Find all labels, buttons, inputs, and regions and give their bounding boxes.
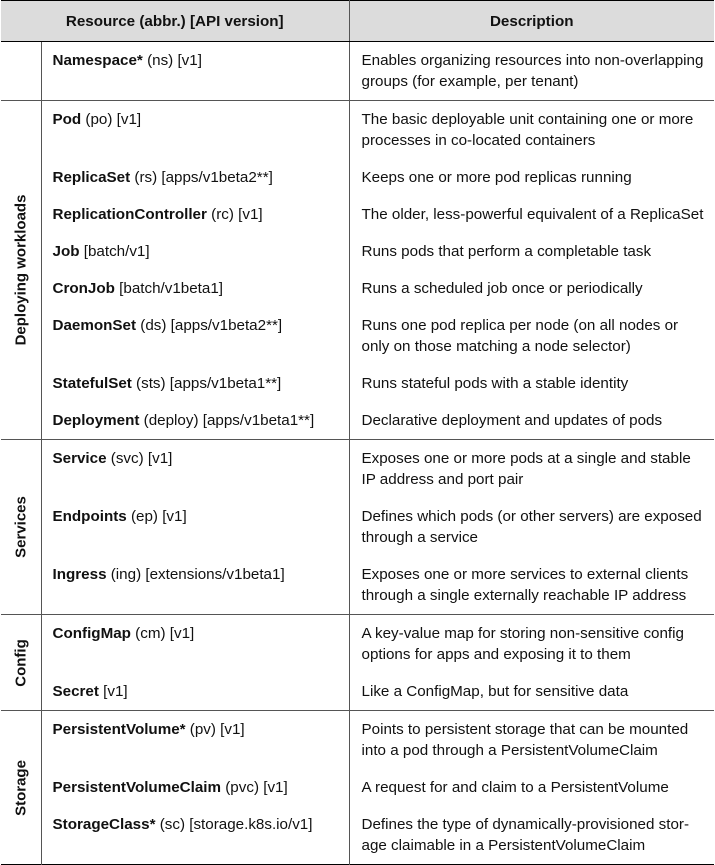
resource-name: Ingress xyxy=(52,566,107,583)
resource-cell xyxy=(41,365,349,402)
resource-table-container xyxy=(1,0,714,865)
resource-cell xyxy=(41,673,349,711)
resource-cell xyxy=(41,556,349,615)
resource-cell xyxy=(41,711,349,770)
table-row xyxy=(1,498,714,556)
resource-abbr-version: (rc) [v1] xyxy=(206,206,263,223)
resource-abbr-version: (sts) [apps/v1beta1**] xyxy=(131,375,282,392)
resource-abbr-version: (rs) [apps/v1beta2**] xyxy=(130,169,273,186)
resource-name: CronJob xyxy=(52,280,115,297)
table-row xyxy=(1,673,714,711)
description-cell: Enables organizing resources into non-overlapping groups (for example, per tenant) xyxy=(361,52,704,90)
resource-column-header: Resource (abbr.) [API version] xyxy=(1,1,349,42)
resource-name: Job xyxy=(52,243,80,260)
table-row xyxy=(1,307,714,365)
resource-table xyxy=(1,0,714,865)
resource-cell xyxy=(41,498,349,556)
resource-name: Namespace* xyxy=(52,52,143,69)
category-cell xyxy=(1,615,41,711)
resource-cell xyxy=(41,233,349,270)
table-row xyxy=(1,233,714,270)
category-group xyxy=(1,42,714,101)
description-cell: Runs pods that perform a completable task xyxy=(361,243,652,260)
resource-cell xyxy=(41,769,349,806)
resource-name: Deployment xyxy=(52,412,140,429)
category-group xyxy=(1,711,714,865)
table-row xyxy=(1,159,714,196)
description-cell: Like a ConfigMap, but for sensitive data xyxy=(361,683,629,700)
table-row xyxy=(1,711,714,770)
resource-name: Service xyxy=(52,450,107,467)
description-cell: The basic deployable unit containing one or more processes in co-located containers xyxy=(361,111,694,149)
description-cell: Declarative deployment and updates of pods xyxy=(361,412,663,429)
resource-abbr-version: (ing) [extensions/v1beta1] xyxy=(106,566,285,583)
header-row xyxy=(1,1,714,42)
resource-abbr-version: [v1] xyxy=(98,683,128,700)
category-cell xyxy=(1,42,41,101)
description-cell: Runs stateful pods with a stable identity xyxy=(361,375,629,392)
category-cell xyxy=(1,101,41,440)
table-row xyxy=(1,270,714,307)
resource-abbr-version: [batch/v1beta1] xyxy=(114,280,224,297)
resource-abbr-version: (sc) [storage.k8s.io/v1] xyxy=(155,816,313,833)
description-cell: Defines which pods (or other servers) are exposed through a service xyxy=(361,508,702,546)
resource-abbr-version: (ds) [apps/v1beta2**] xyxy=(136,317,283,334)
description-cell: Exposes one or more services to external clients through a single externally reachable IP address xyxy=(361,566,689,604)
table-row xyxy=(1,42,714,101)
description-cell: A request for and claim to a PersistentVolume xyxy=(361,779,669,796)
resource-cell xyxy=(41,101,349,160)
table-row xyxy=(1,196,714,233)
category-label: Services xyxy=(12,496,30,558)
description-cell: Defines the type of dynamically-provisioned stor-age claimable in a PersistentVolumeClaim xyxy=(361,816,690,854)
resource-abbr-version: (pv) [v1] xyxy=(185,721,245,738)
description-cell: The older, less-powerful equivalent of a ReplicaSet xyxy=(361,206,704,223)
description-cell: A key-value map for storing non-sensitive config options for apps and exposing it to them xyxy=(361,625,684,663)
description-cell: Points to persistent storage that can be mounted into a pod through a PersistentVolumeClaim xyxy=(361,721,689,759)
category-label: Config xyxy=(12,638,30,687)
category-group xyxy=(1,101,714,440)
resource-abbr-version: (pvc) [v1] xyxy=(221,779,288,796)
table-row xyxy=(1,615,714,674)
resource-cell xyxy=(41,402,349,440)
category-label: Storage xyxy=(12,759,30,816)
table-row xyxy=(1,769,714,806)
resource-cell xyxy=(41,42,349,101)
resource-abbr-version: (ep) [v1] xyxy=(126,508,187,525)
table-row xyxy=(1,365,714,402)
category-group xyxy=(1,615,714,711)
resource-abbr-version: (deploy) [apps/v1beta1**] xyxy=(139,412,315,429)
resource-name: ConfigMap xyxy=(52,625,131,642)
resource-name: StorageClass* xyxy=(52,816,156,833)
resource-name: Pod xyxy=(52,111,82,128)
resource-name: StatefulSet xyxy=(52,375,132,392)
resource-name: PersistentVolume* xyxy=(52,721,186,738)
table-header xyxy=(1,1,714,42)
resource-cell xyxy=(41,307,349,365)
resource-name: Endpoints xyxy=(52,508,127,525)
category-cell xyxy=(1,711,41,865)
table-row xyxy=(1,806,714,865)
description-column-header: Description xyxy=(349,1,714,42)
description-cell: Runs one pod replica per node (on all nodes or only on those matching a node selector) xyxy=(361,317,679,355)
resource-abbr-version: (svc) [v1] xyxy=(106,450,173,467)
resource-abbr-version: (cm) [v1] xyxy=(130,625,195,642)
resource-name: Secret xyxy=(52,683,99,700)
resource-cell xyxy=(41,440,349,499)
table-row xyxy=(1,402,714,440)
resource-name: ReplicationController xyxy=(52,206,207,223)
resource-cell xyxy=(41,159,349,196)
resource-abbr-version: (ns) [v1] xyxy=(142,52,202,69)
resource-abbr-version: (po) [v1] xyxy=(81,111,142,128)
resource-abbr-version: [batch/v1] xyxy=(79,243,150,260)
resource-name: DaemonSet xyxy=(52,317,137,334)
table-row xyxy=(1,101,714,160)
table-row xyxy=(1,556,714,615)
category-group xyxy=(1,440,714,615)
resource-cell xyxy=(41,615,349,674)
resource-cell xyxy=(41,806,349,865)
description-cell: Exposes one or more pods at a single and stable IP address and port pair xyxy=(361,450,691,488)
category-cell xyxy=(1,440,41,615)
resource-cell xyxy=(41,196,349,233)
resource-cell xyxy=(41,270,349,307)
resource-name: PersistentVolumeClaim xyxy=(52,779,222,796)
description-cell: Runs a scheduled job once or periodically xyxy=(361,280,643,297)
resource-name: ReplicaSet xyxy=(52,169,131,186)
category-label: Deploying workloads xyxy=(12,194,30,346)
description-cell: Keeps one or more pod replicas running xyxy=(361,169,632,186)
table-row xyxy=(1,440,714,499)
